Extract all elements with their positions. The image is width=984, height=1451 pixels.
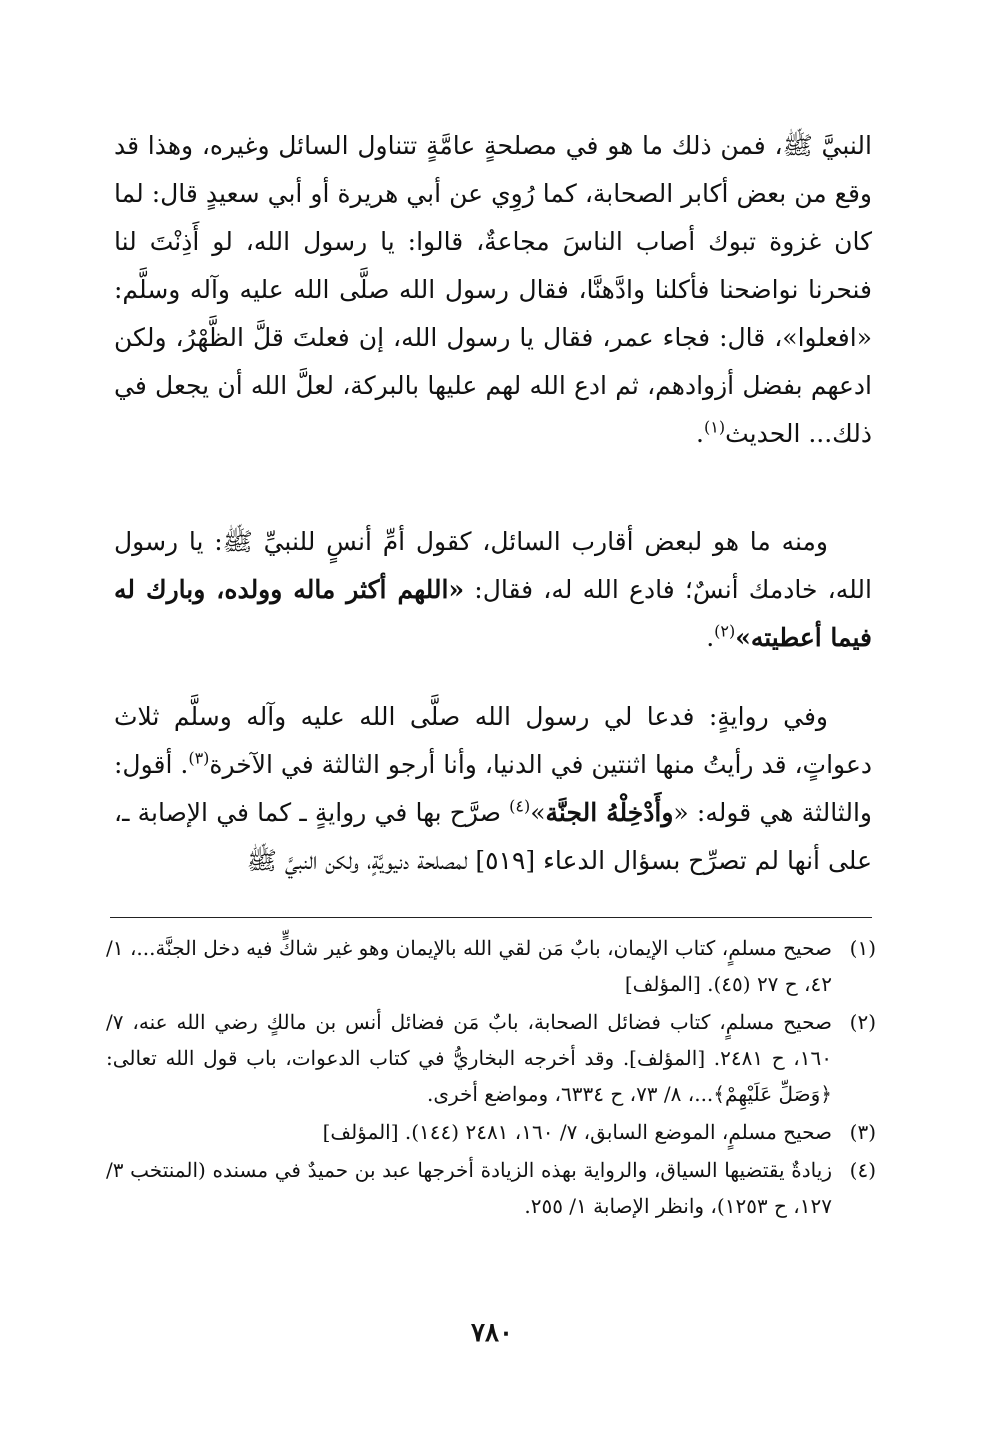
- footnote-2: [106, 1004, 876, 1112]
- footnote-text: صحيح مسلمٍ، كتاب الإيمان، بابٌ مَن لقي الله بالإيمان وهو غير شاكٍّ فيه دخل الجنَّة...، ١/ ٤٢، ح ٢٧ (٤٥). [المؤلف]: [106, 936, 832, 996]
- paragraph-3-quote: وأَدْخِلْهُ الجنَّة: [545, 798, 674, 827]
- footnote-number: (٤): [849, 1158, 876, 1182]
- footnote-ref-1: (١): [703, 417, 726, 437]
- paragraph-3-text-a: وفي روايةٍ: فدعا لي رسول الله صلَّى الله عليه وآله وسلَّم ثلاث دعواتٍ، قد رأيتُ منها اثنتين في الدنيا، وأنا أرجو الثالثة في الآخرة: [114, 702, 872, 779]
- footnote-3: [106, 1114, 876, 1150]
- footnote-1: [106, 930, 876, 1002]
- footnote-number: (٣): [849, 1120, 876, 1144]
- paragraph-1-end: .: [696, 419, 704, 448]
- footnote-ref-3: (٣): [188, 748, 210, 768]
- footnotes-section: [106, 930, 876, 1226]
- paragraph-3-text-b: . أقول: والثالثة هي قوله: «: [114, 750, 872, 827]
- paragraph-2: [114, 518, 872, 662]
- paragraph-2-text: ومنه ما هو لبعض أقارب السائل، كقول أمِّ أنسٍ للنبيِّ ﷺ: يا رسول الله، خادمك أنسٌ؛ فادع الله له، فقال:: [114, 527, 872, 604]
- footnote-number: (١): [849, 936, 876, 960]
- paragraph-2-end: .: [706, 623, 715, 652]
- footnote-ref-2: (٢): [714, 621, 736, 641]
- paragraph-2-quote: «اللهم أكثر ماله وولده، وبارك له فيما أعطيته»: [114, 575, 872, 652]
- page-number: ٧٨٠: [471, 1318, 513, 1348]
- paragraph-1-text: النبيَّ ﷺ، فمن ذلك ما هو في مصلحةٍ عامَّةٍ تتناول السائل وغيره، وهذا قد وقع من بعض أكابر الصحابة، كما رُوِي عن أبي هريرة أو أبي سعيدٍ قال: لما كان غزوة تبوك أصاب الناسَ مجاعةٌ، قالوا: يا رسول الله، لو أَذِنْتَ لنا فنحرنا نواضحنا فأكلنا وادَّهنَّا، فقال رسول الله صلَّى الله عليه وآله وسلَّم: «افعلوا»، قال: فجاء عمر، فقال يا رسول الله، إن فعلتَ قلَّ الظَّهْرُ، ولكن ادعهم بفضل أزوادهم، ثم ادع الله لهم عليها بالبركة، لعلَّ الله أن يجعل في ذلك... الحديث: [114, 131, 872, 448]
- footnote-text: زيادةٌ يقتضيها السياق، والرواية بهذه الزيادة أخرجها عبد بن حميدٌ في مسنده (المنتخب ٣/ ١٢٧، ح ١٢٥٣)، وانظر الإصابة ١/ ٢٥٥.: [106, 1158, 832, 1218]
- footnote-divider: [110, 917, 872, 918]
- paragraph-3: [114, 693, 872, 885]
- footnote-ref-4: (٤): [509, 796, 531, 816]
- footnote-text: صحيح مسلمٍ، كتاب فضائل الصحابة، بابٌ مَن فضائل أنس بن مالكٍ رضي الله عنه، ٧/ ١٦٠، ح ٢٤٨١. [المؤلف]. وقد أخرجه البخاريُّ في كتاب الدعوات، باب قول الله تعالى: ﴿وَصَلِّ عَلَيْهِمْ﴾...، ٨/ ٧٣، ح ٦٣٣٤، ومواضع أخرى.: [106, 1010, 832, 1106]
- paragraph-1: [114, 122, 872, 458]
- paragraph-3-text-d: صرَّح بها في روايةٍ ـ كما في الإصابة ـ، على أنها لم تصرِّح بسؤال الدعاء [٥١٩] لمصلحة دنيويَّةٍ، ولكن النبيَّ ﷺ: [114, 798, 872, 875]
- paragraph-3-text-c: »: [530, 798, 546, 827]
- footnote-text: صحيح مسلمٍ، الموضع السابق، ٧/ ١٦٠، ٢٤٨١ (١٤٤). [المؤلف]: [322, 1120, 832, 1144]
- footnote-4: [106, 1152, 876, 1224]
- footnote-number: (٢): [849, 1010, 876, 1034]
